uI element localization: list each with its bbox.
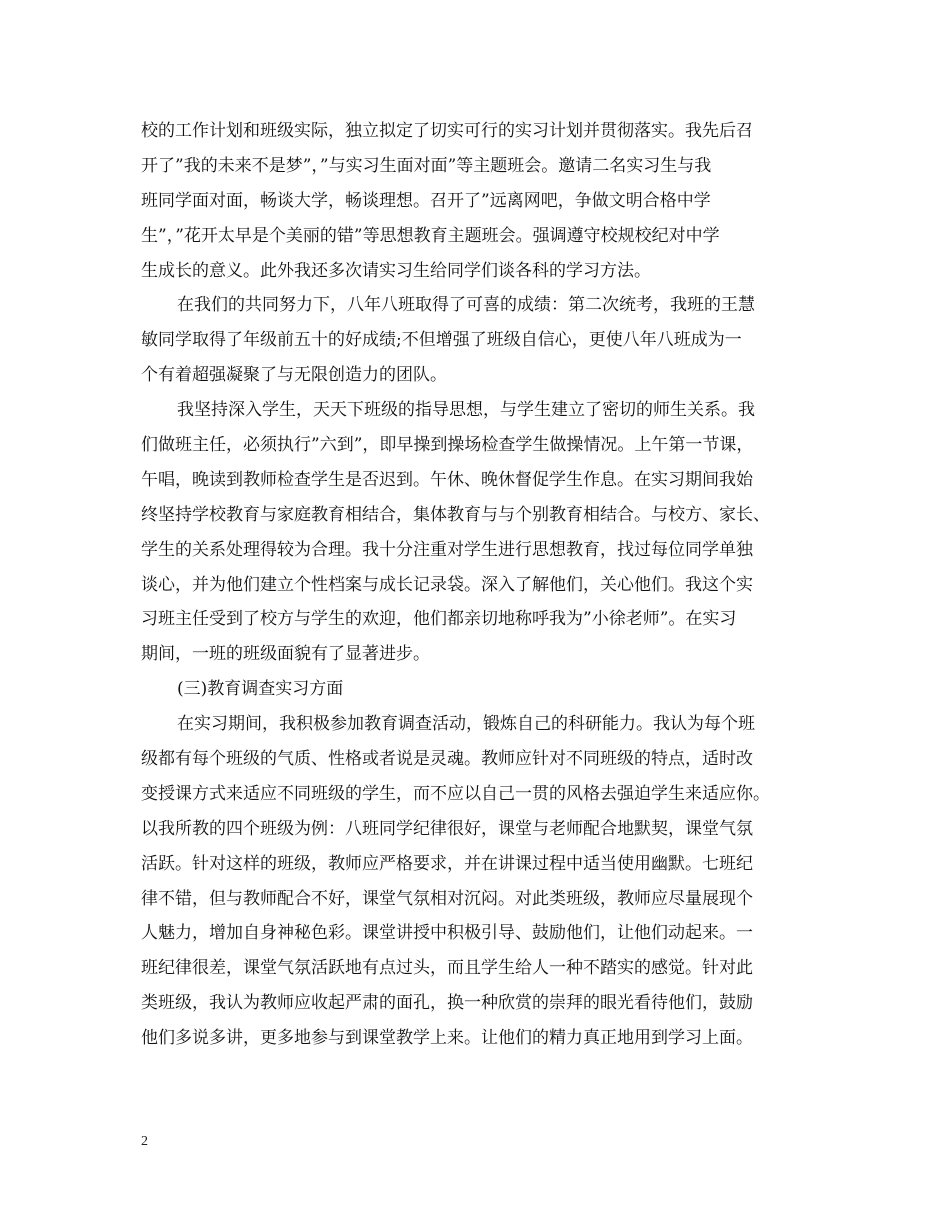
text-line: 类班级，我认为教师应收起严肃的面孔，换一种欣赏的崇拜的眼光看待他们，鼓励 — [141, 993, 753, 1014]
text-line: 以我所教的四个班级为例：八班同学纪律很好，课堂与老师配合地默契，课堂气氛 — [141, 818, 753, 839]
text-line: 律不错，但与教师配合不好，课堂气氛相对沉闷。对此类班级，教师应尽量展现个 — [141, 888, 753, 909]
text-line: 生成长的意义。此外我还多次请实习生给同学们谈各科的学习方法。 — [141, 260, 651, 281]
body-text — [141, 114, 825, 1056]
text-line: 开了”我的未来不是梦”，”与实习生面对面”等主题班会。邀请二名实习生与我 — [141, 155, 712, 176]
text-line: 我坚持深入学生，天天下班级的指导思想，与学生建立了密切的师生关系。我 — [177, 400, 755, 421]
text-line: 午唱，晚读到教师检查学生是否迟到。午休、晚休督促学生作息。在实习期间我始 — [141, 469, 753, 490]
section-heading: (三)教育调查实习方面 — [177, 679, 344, 700]
text-line: 生”，”花开太早是个美丽的错”等思想教育主题班会。强调遵守校规校纪对中学 — [141, 225, 720, 246]
page-number: 2 — [141, 1134, 148, 1149]
text-line: 个有着超强凝聚了与无限创造力的团队。 — [141, 365, 447, 386]
text-line: 活跃。针对这样的班级，教师应严格要求，并在讲课过程中适当使用幽默。七班纪 — [141, 853, 753, 874]
text-line: 变授课方式来适应不同班级的学生，而不应以自己一贯的风格去强迫学生来适应你。 — [141, 783, 770, 804]
text-line: 学生的关系处理得较为合理。我十分注重对学生进行思想教育，找过每位同学单独 — [141, 539, 753, 560]
text-line: 班同学面对面，畅谈大学，畅谈理想。召开了”远离网吧，争做文明合格中学 — [141, 190, 711, 211]
text-line: 期间，一班的班级面貌有了显著进步。 — [141, 644, 430, 665]
text-line: 在我们的共同努力下，八年八班取得了可喜的成绩：第二次统考，我班的王慧 — [177, 295, 755, 316]
text-line: 校的工作计划和班级实际，独立拟定了切实可行的实习计划并贯彻落实。我先后召 — [141, 121, 753, 141]
text-line: 敏同学取得了年级前五十的好成绩;不但增强了班级自信心，更使八年八班成为一 — [141, 330, 742, 351]
text-line: 级都有每个班级的气质、性格或者说是灵魂。教师应针对不同班级的特点，适时改 — [141, 749, 753, 770]
text-line: 谈心，并为他们建立个性档案与成长记录袋。深入了解他们，关心他们。我这个实 — [141, 574, 753, 595]
text-line: 他们多说多讲，更多地参与到课堂教学上来。让他们的精力真正地用到学习上面。 — [141, 1028, 753, 1049]
text-line: 人魅力，增加自身神秘色彩。课堂讲授中积极引导、鼓励他们，让他们动起来。一 — [141, 923, 753, 944]
text-line: 们做班主任，必须执行”六到”，即早操到操场检查学生做操情况。上午第一节课， — [141, 435, 754, 456]
text-line: 班纪律很差，课堂气氛活跃地有点过头，而且学生给人一种不踏实的感觉。针对此 — [141, 958, 753, 979]
text-line: 习班主任受到了校方与学生的欢迎，他们都亲切地称呼我为”小徐老师”。在实习 — [141, 609, 737, 630]
text-line: 终坚持学校教育与家庭教育相结合，集体教育与与个别教育相结合。与校方、家长、 — [141, 504, 770, 525]
text-line: 在实习期间，我积极参加教育调查活动，锻炼自己的科研能力。我认为每个班 — [177, 714, 755, 735]
